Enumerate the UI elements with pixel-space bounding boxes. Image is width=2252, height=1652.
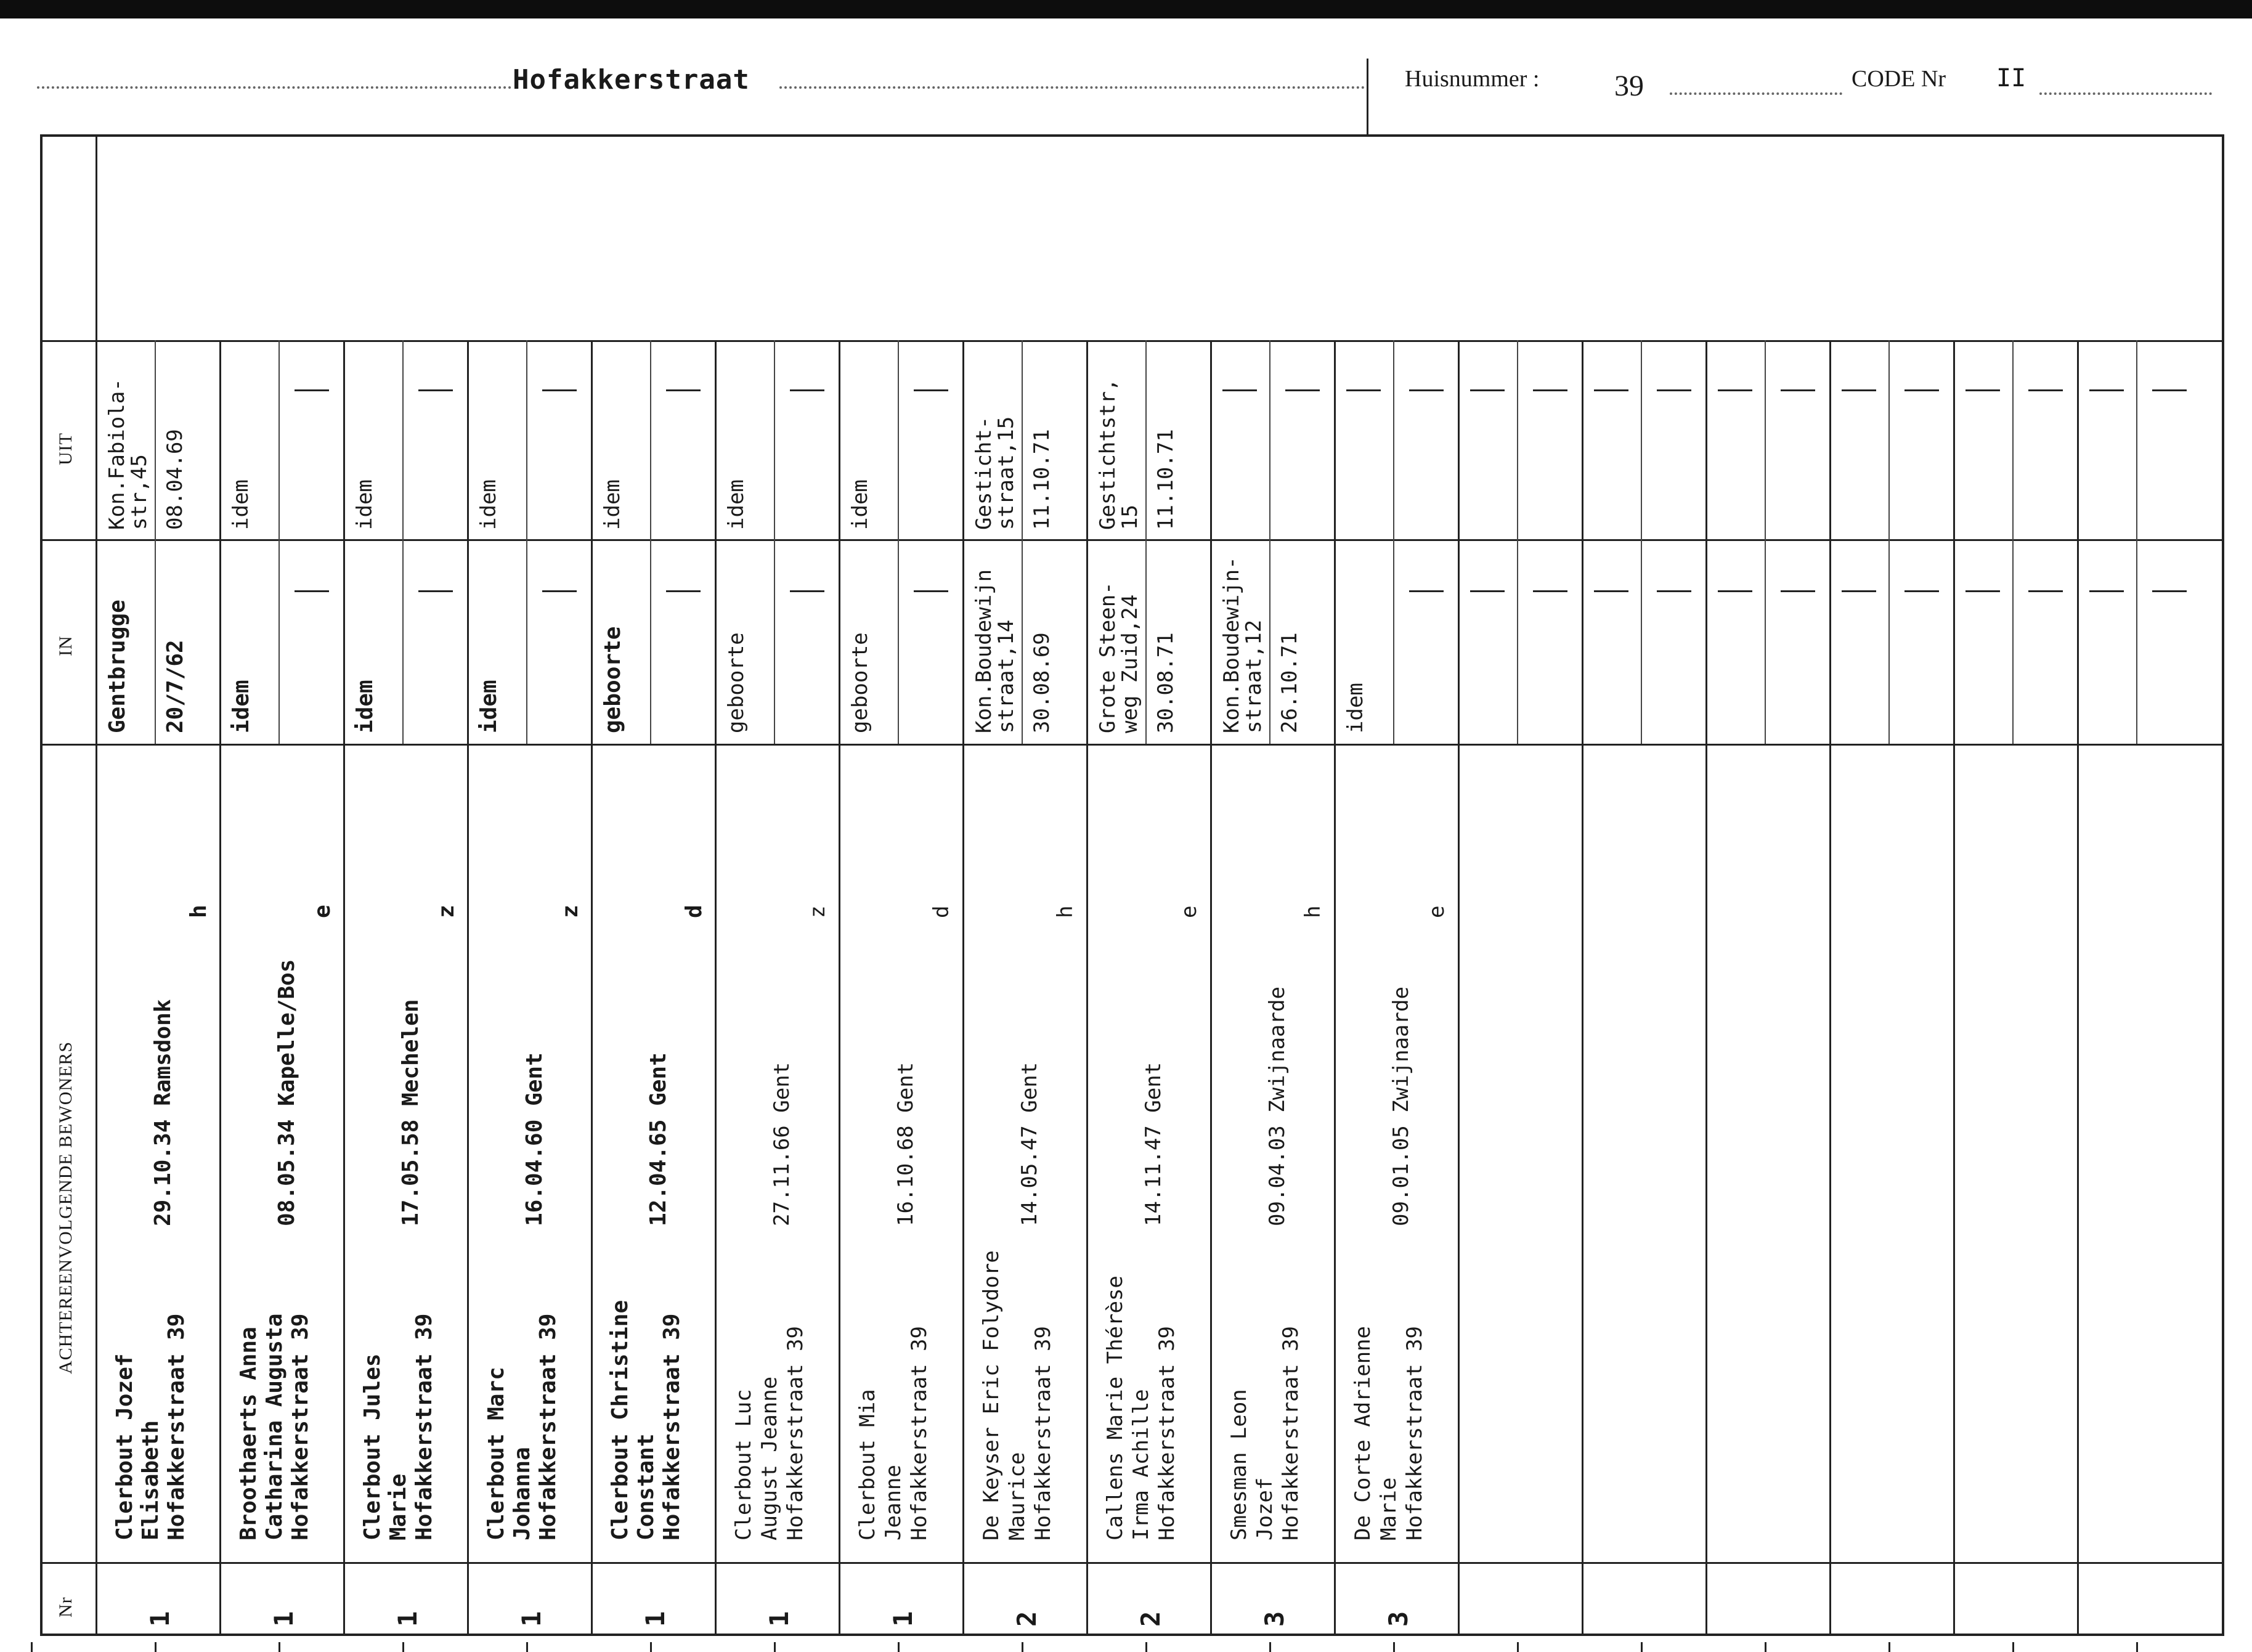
out-place: Gesticht- [972, 416, 996, 530]
section-line-uit [40, 340, 2224, 342]
empty-out-date [790, 389, 824, 391]
empty-in-date [2028, 590, 2063, 592]
out-place: straat,15 [994, 416, 1018, 530]
empty-in-date [914, 590, 948, 592]
birth-date-place: 12.04.65 Gent [646, 1052, 671, 1226]
empty-out-place [1594, 389, 1628, 391]
dotted-line [1670, 92, 1842, 95]
out-place: idem [229, 479, 253, 530]
edge-tick [1145, 1642, 1147, 1652]
empty-in-date [542, 590, 577, 592]
section-line-nr [40, 1562, 2224, 1564]
edge-tick [1393, 1642, 1395, 1652]
entry-number: 1 [392, 1611, 423, 1627]
column-divider [343, 340, 345, 1636]
edge-tick [1022, 1642, 1023, 1652]
sub-column-divider [774, 340, 775, 744]
edge-tick [155, 1642, 157, 1652]
empty-in-place [1470, 590, 1505, 592]
entry-number: 1 [516, 1611, 547, 1627]
resident-name-line: Broothaerts Anna [236, 1327, 261, 1540]
birth-date-place: 08.05.34 Kapelle/Bos [274, 959, 299, 1226]
dotted-line [2039, 92, 2212, 95]
empty-in-date [666, 590, 701, 592]
empty-in-date [2152, 590, 2187, 592]
edge-tick [774, 1642, 776, 1652]
edge-tick [1517, 1642, 1519, 1652]
birth-date-place: 16.10.68 Gent [893, 1062, 918, 1226]
empty-out-date [418, 389, 453, 391]
edge-tick [1269, 1642, 1271, 1652]
in-date: 30.08.71 [1153, 632, 1178, 733]
household-code: d [681, 905, 707, 918]
household-code: h [1053, 905, 1078, 918]
empty-out-date [542, 389, 577, 391]
out-place: str,45 [127, 454, 152, 530]
resident-name-line: August Jeanne [757, 1376, 782, 1540]
edge-tick [31, 1642, 33, 1652]
column-divider [1953, 340, 1955, 1636]
sub-column-divider [1022, 340, 1023, 744]
resident-name-line: Catharina Augusta [262, 1313, 287, 1540]
in-place: geboorte [600, 626, 625, 733]
empty-in-place [1965, 590, 2000, 592]
empty-in-date [790, 590, 824, 592]
dotted-line [37, 86, 511, 89]
resident-name-line: Clerbout Marc [484, 1367, 509, 1540]
resident-name-line: Jeanne [881, 1465, 906, 1540]
empty-out-place [1842, 389, 1876, 391]
column-divider [1705, 340, 1707, 1636]
label-in: IN [55, 635, 76, 656]
in-place: Kon.Boudewijn [972, 569, 996, 733]
sub-column-divider [155, 340, 156, 744]
sub-column-divider [898, 340, 899, 744]
birth-date-place: 09.01.05 Zwijnaarde [1389, 987, 1413, 1226]
in-place-line-2: straat,12 [1242, 619, 1266, 733]
sub-column-divider [1765, 340, 1766, 744]
empty-out-date [2152, 389, 2187, 391]
in-place: idem [229, 680, 254, 733]
resident-name-line: Hofakkerstraat 39 [659, 1313, 685, 1540]
resident-name-line: Marie [1376, 1477, 1401, 1540]
resident-name-line: Hofakkerstraat 39 [535, 1313, 561, 1540]
resident-name-line: De Corte Adrienne [1351, 1326, 1375, 1540]
out-place: idem [352, 479, 377, 530]
empty-in-date [1409, 590, 1444, 592]
empty-out-place [2089, 389, 2124, 391]
column-divider [467, 340, 469, 1636]
sub-column-divider [526, 340, 527, 744]
out-date: 11.10.71 [1153, 429, 1178, 530]
out-place: idem [724, 479, 749, 530]
empty-out-date [295, 389, 329, 391]
empty-in-date [1657, 590, 1691, 592]
entry-number: 1 [269, 1611, 299, 1627]
in-place: geboorte [848, 632, 872, 733]
resident-name-line: Clerbout Luc [731, 1389, 756, 1540]
sub-column-divider [402, 340, 404, 744]
resident-name-line: Constant [633, 1433, 659, 1540]
in-place: Kon.Boudewijn- [1219, 556, 1244, 733]
resident-name-line: Clerbout Mia [855, 1389, 880, 1540]
household-code: z [434, 905, 459, 918]
empty-in-date [295, 590, 329, 592]
empty-out-place [1718, 389, 1752, 391]
birth-date-place: 14.05.47 Gent [1017, 1062, 1042, 1226]
resident-name-line: Hofakkerstraat 39 [1278, 1326, 1303, 1540]
resident-name-line: Hofakkerstraat 39 [164, 1313, 189, 1540]
out-place: Gestichtstr, [1096, 378, 1120, 530]
entry-number: 3 [1259, 1611, 1290, 1627]
empty-in-date [1533, 590, 1567, 592]
resident-name-line: Hofakkerstraat 39 [1155, 1326, 1179, 1540]
column-divider [1210, 340, 1212, 1636]
sub-column-divider [278, 340, 280, 744]
birth-date-place: 17.05.58 Mechelen [398, 999, 423, 1226]
empty-in-date [1781, 590, 1815, 592]
resident-name-line: De Keyser Eric Folydore [979, 1250, 1004, 1540]
edge-tick [1765, 1642, 1766, 1652]
birth-date-place: 27.11.66 Gent [770, 1062, 794, 1226]
birth-date-place: 09.04.03 Zwijnaarde [1265, 987, 1290, 1226]
birth-date-place: 14.11.47 Gent [1141, 1062, 1166, 1226]
empty-out-date [2028, 389, 2063, 391]
entry-number: 3 [1383, 1611, 1413, 1627]
header-divider [1367, 59, 1368, 136]
dotted-line [779, 86, 1365, 89]
birth-date-place: 16.04.60 Gent [522, 1052, 547, 1226]
sub-column-divider [1888, 340, 1890, 744]
in-date: 26.10.71 [1277, 632, 1302, 733]
in-place: idem [352, 680, 378, 733]
code-value: II [1996, 64, 2026, 92]
column-divider [962, 340, 964, 1636]
edge-tick [402, 1642, 404, 1652]
household-code: z [558, 905, 583, 918]
label-uit: UIT [55, 433, 76, 465]
out-date: 08.04.69 [163, 429, 187, 530]
household-code: h [1301, 905, 1325, 918]
sub-column-divider [1393, 340, 1394, 744]
household-code: e [310, 905, 335, 918]
empty-out-date [666, 389, 701, 391]
in-place: idem [476, 680, 502, 733]
resident-name-line: Hofakkerstraat 39 [1402, 1326, 1427, 1540]
entry-number: 2 [1012, 1611, 1042, 1627]
resident-name-line: Hofakkerstraat 39 [907, 1326, 932, 1540]
edge-tick [526, 1642, 528, 1652]
column-divider [839, 340, 840, 1636]
column-divider [2077, 340, 2079, 1636]
out-place: idem [476, 479, 501, 530]
column-divider [1086, 340, 1088, 1636]
empty-out-place [1222, 389, 1257, 391]
edge-tick [650, 1642, 652, 1652]
scan-edge [0, 0, 2252, 18]
entry-number: 1 [145, 1611, 175, 1627]
entry-number: 1 [764, 1611, 794, 1627]
section-line-in [40, 539, 2224, 541]
edge-tick [898, 1642, 900, 1652]
in-place-line-2: weg Zuid,24 [1118, 594, 1142, 733]
column-divider [1458, 340, 1460, 1636]
column-divider [1829, 340, 1831, 1636]
resident-name-line: Hofakkerstraat 39 [1031, 1326, 1055, 1540]
column-divider [715, 340, 717, 1636]
in-place-line-2: straat,14 [994, 619, 1018, 733]
empty-out-place [1470, 389, 1505, 391]
resident-name-line: Callens Marie Thérèse [1103, 1276, 1128, 1540]
in-place: Gentbrugge [105, 600, 130, 733]
empty-out-date [1657, 389, 1691, 391]
resident-name-line: Elisabeth [138, 1420, 163, 1540]
empty-out-place [1965, 389, 2000, 391]
sub-column-divider [2136, 340, 2137, 744]
resident-name-line: Irma Achille [1129, 1389, 1153, 1540]
empty-in-place [1842, 590, 1876, 592]
entry-number: 1 [888, 1611, 918, 1627]
out-date: 11.10.71 [1030, 429, 1054, 530]
empty-in-place [2089, 590, 2124, 592]
resident-name-line: Clerbout Jozef [112, 1353, 137, 1540]
column-divider [1334, 340, 1336, 1636]
resident-name-line: Hofakkerstraat 39 [783, 1326, 808, 1540]
birth-date-place: 29.10.34 Ramsdonk [150, 999, 176, 1226]
resident-name-line: Clerbout Jules [360, 1353, 385, 1540]
empty-out-date [1409, 389, 1444, 391]
label-nr: Nr [55, 1597, 76, 1617]
household-code: z [805, 905, 830, 918]
code-label: CODE Nr [1852, 66, 1946, 92]
entry-number: 2 [1136, 1611, 1166, 1627]
in-place: idem [1343, 683, 1368, 733]
empty-in-place [1594, 590, 1628, 592]
household-code: h [186, 905, 211, 918]
sub-column-divider [2012, 340, 2014, 744]
edge-tick [278, 1642, 280, 1652]
sub-column-divider [1269, 340, 1270, 744]
empty-out-date [914, 389, 948, 391]
resident-name-line: Jozef [1253, 1477, 1277, 1540]
sub-column-divider [1517, 340, 1518, 744]
out-place: 15 [1118, 505, 1142, 530]
house-number-value: 39 [1614, 70, 1644, 102]
edge-tick [1888, 1642, 1890, 1652]
label-column-divider [96, 134, 97, 1636]
household-code: e [1425, 905, 1449, 918]
resident-name-line: Smesman Leon [1227, 1389, 1251, 1540]
out-place: idem [848, 479, 872, 530]
resident-name-line: Hofakkerstraat 39 [412, 1313, 437, 1540]
empty-out-date [1904, 389, 1939, 391]
empty-out-date [1781, 389, 1815, 391]
in-date: 20/7/62 [163, 640, 188, 733]
resident-name-line: Marie [386, 1473, 411, 1540]
edge-tick [2012, 1642, 2014, 1652]
label-bewoners: ACHTEREENVOLGENDE BEWONERS [55, 1041, 76, 1374]
sub-column-divider [1641, 340, 1642, 744]
out-place: Kon.Fabiola- [105, 378, 129, 530]
sub-column-divider [1145, 340, 1147, 744]
empty-in-date [418, 590, 453, 592]
edge-tick [1641, 1642, 1643, 1652]
empty-out-place [1346, 389, 1381, 391]
resident-name-line: Johanna [510, 1447, 535, 1540]
in-date: 30.08.69 [1030, 632, 1054, 733]
empty-in-date [1904, 590, 1939, 592]
household-code: e [1177, 905, 1201, 918]
edge-tick [2136, 1642, 2138, 1652]
resident-name-line: Clerbout Christine [608, 1300, 633, 1540]
entry-number: 1 [640, 1611, 670, 1627]
resident-name-line: Hofakkerstraat 39 [288, 1313, 313, 1540]
house-number-label: Huisnummer : [1405, 66, 1540, 92]
section-line-bewoners [40, 744, 2224, 746]
empty-out-date [1285, 389, 1320, 391]
empty-in-place [1718, 590, 1752, 592]
column-divider [1582, 340, 1583, 1636]
sub-column-divider [650, 340, 651, 744]
street-name: Hofakkerstraat [513, 64, 750, 96]
empty-out-date [1533, 389, 1567, 391]
in-place: geboorte [724, 632, 749, 733]
column-divider [591, 340, 593, 1636]
in-place: Grote Steen- [1096, 582, 1120, 733]
out-place: idem [600, 479, 625, 530]
column-divider [219, 340, 221, 1636]
resident-name-line: Maurice [1005, 1452, 1030, 1540]
household-code: d [929, 905, 954, 918]
